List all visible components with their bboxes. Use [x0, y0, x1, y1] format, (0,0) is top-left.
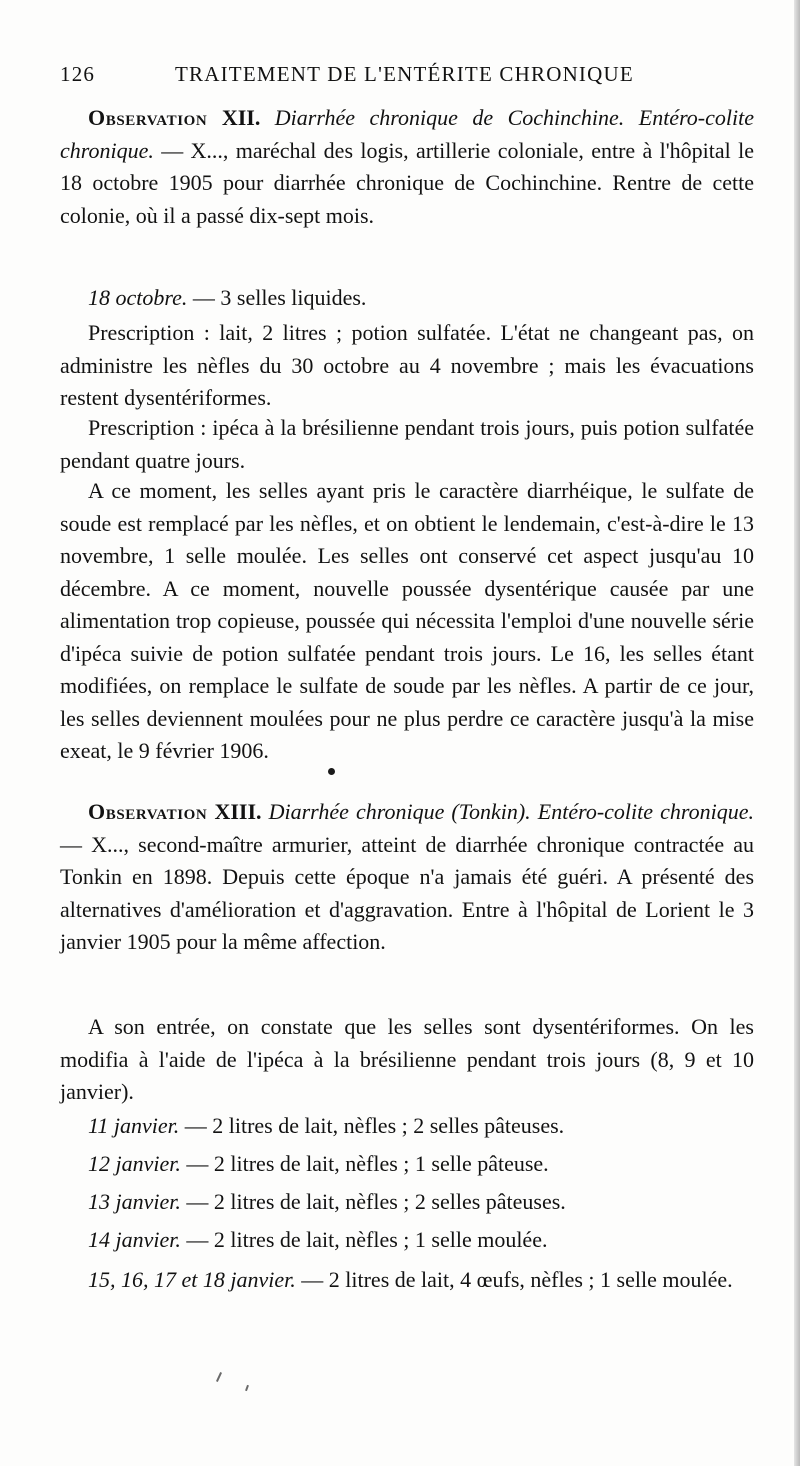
print-speck — [245, 1385, 249, 1391]
observation-13-title: Diarrhée chronique (Tonkin). Entéro-colite chronique. — [268, 799, 755, 824]
entry-date: 15, 16, 17 et 18 janvier. — [88, 1267, 296, 1292]
observation-13-intro: — X..., second-maître armurier, atteint de diarrhée chronique contractée au Tonkin en 1898. Depuis cette époque n'a jamais été guéri. A présenté des alternatives d'amélioration et d'aggravation. Entre à l'hôpital de Lorient le 3 janvier 1905 pour la même affection. — [60, 831, 754, 954]
separator-dot — [328, 768, 335, 775]
entry-text: — 2 litres de lait, nèfles ; 2 selles pâteuses. — [180, 1189, 566, 1214]
page-edge-shadow — [794, 0, 800, 1466]
observation-12-entry-1 — [60, 282, 754, 315]
entry-date: 14 janvier. — [88, 1227, 181, 1252]
page-header — [60, 62, 700, 90]
entry-date: 13 janvier. — [88, 1189, 181, 1214]
entry-text: — 2 litres de lait, nèfles ; 1 selle pâteuse. — [180, 1151, 549, 1176]
observation-13-entry-4 — [60, 1224, 754, 1257]
observation-13-paragraph-1: A son entrée, on constate que les selles sont dysentériformes. On les modifia à l'aide de l'ipéca à la brésilienne pendant trois jours (8, 9 et 10 janvier). — [60, 1014, 754, 1104]
observation-13-entry-3 — [60, 1186, 754, 1219]
running-title: TRAITEMENT DE L'ENTÉRITE CHRONIQUE — [175, 62, 634, 86]
observation-12-date-1: 18 octobre. — [88, 285, 188, 310]
entry-date: 11 janvier. — [88, 1113, 180, 1138]
observation-13-entry-2 — [60, 1148, 754, 1181]
observation-12-number: XII. — [221, 105, 261, 130]
observation-12-heading-paragraph — [60, 102, 754, 232]
observation-13-entry-5 — [60, 1264, 754, 1297]
observation-13-label: Observation — [88, 799, 208, 824]
page-number: 126 — [60, 62, 96, 86]
observation-12-paragraph-2: Prescription : ipéca à la brésilienne pendant trois jours, puis potion sulfatée pendant quatre jours. — [60, 415, 754, 473]
observation-13-number: XIII. — [214, 799, 262, 824]
observation-13-entry-1 — [60, 1110, 754, 1143]
entry-text: — 2 litres de lait, nèfles ; 2 selles pâteuses. — [179, 1113, 565, 1138]
observation-12-paragraph-1: Prescription : lait, 2 litres ; potion sulfatée. L'état ne changeant pas, on administre les nèfles du 30 octobre au 4 novembre ; mais les évacuations restent dysentériformes. — [60, 320, 754, 410]
observation-12-paragraph-3: A ce moment, les selles ayant pris le caractère diarrhéique, le sulfate de soude est remplacé par les nèfles, et on obtient le lendemain, c'est-à-dire le 13 novembre, 1 selle moulée. Les selles ont conservé cet aspect jusqu'au 10 décembre. A ce moment, nouvelle poussée dysentérique causée par une alimentation trop copieuse, poussée qui nécessita l'emploi d'une nouvelle série d'ipéca suivie de potion sulfatée pendant trois jours. Le 16, les selles étant modifiées, on remplace le sulfate de soude par les nèfles. A partir de ce jour, les selles deviennent moulées pour ne plus perdre ce caractère jusqu'à la mise exeat, le 9 février 1906. — [60, 478, 754, 763]
observation-12-label: Observation — [88, 105, 208, 130]
observation-13-heading-paragraph — [60, 796, 754, 959]
observation-12-date-1-text: — 3 selles liquides. — [187, 285, 367, 310]
print-speck — [216, 1372, 222, 1382]
observation-12-intro: — X..., maréchal des logis, artillerie coloniale, entre à l'hôpital le 18 octobre 1905 pour diarrhée chronique de Cochinchine. Rentre de cette colonie, où il a passé dix-sept mois. — [60, 137, 754, 228]
entry-text: — 2 litres de lait, 4 œufs, nèfles ; 1 selle moulée. — [295, 1267, 733, 1292]
entry-date: 12 janvier. — [88, 1151, 181, 1176]
entry-text: — 2 litres de lait, nèfles ; 1 selle moulée. — [180, 1227, 548, 1252]
observation-12-title: Diarrhée chronique de Cochinchine. Entéro-colite chronique. — [60, 105, 755, 163]
